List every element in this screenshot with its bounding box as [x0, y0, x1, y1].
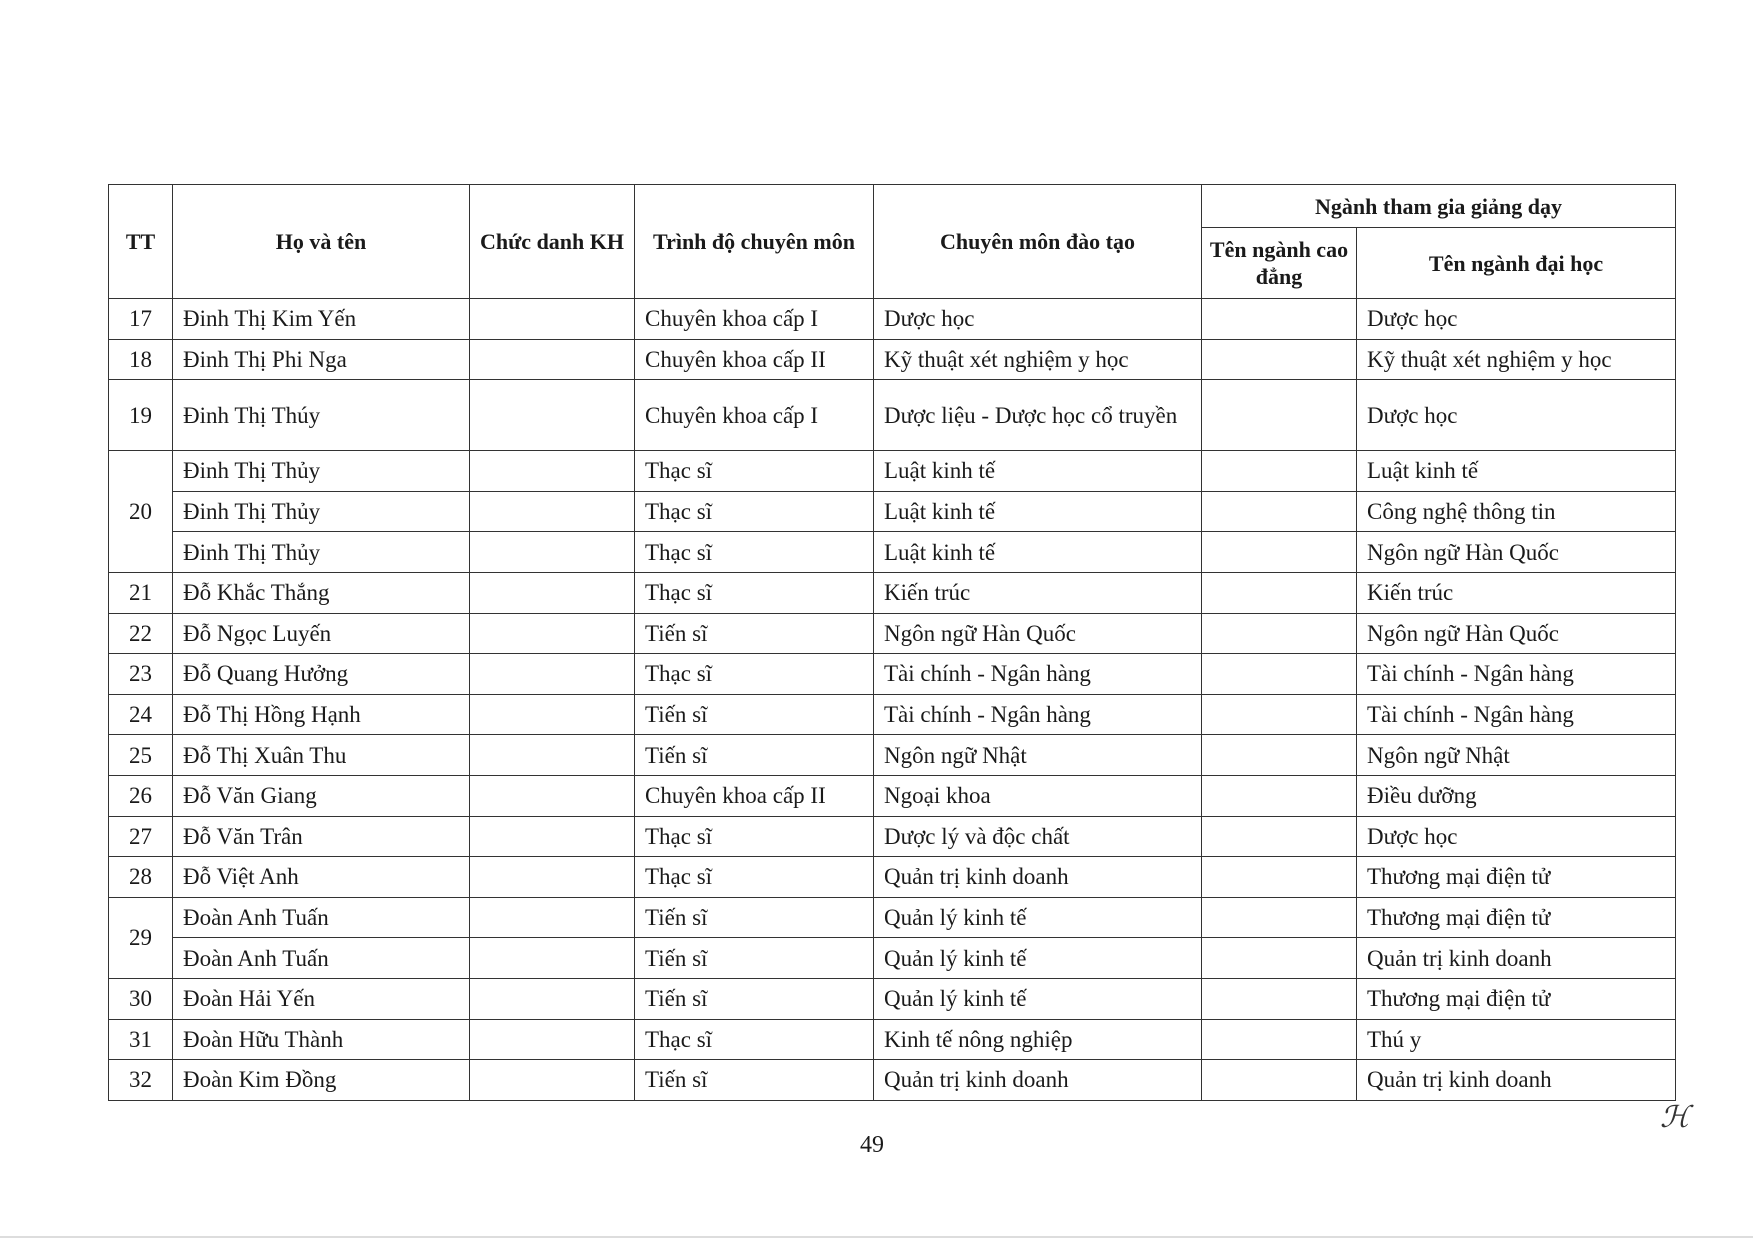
cell-degree: Chuyên khoa cấp II [635, 339, 874, 380]
cell-title [470, 451, 635, 492]
cell-title [470, 613, 635, 654]
cell-college [1202, 380, 1357, 451]
cell-degree: Tiến sĩ [635, 613, 874, 654]
table-row [109, 978, 1676, 1019]
cell-university: Kiến trúc [1357, 572, 1676, 613]
cell-degree: Chuyên khoa cấp II [635, 775, 874, 816]
table-row [109, 897, 1676, 938]
cell-college [1202, 1019, 1357, 1060]
cell-college [1202, 491, 1357, 532]
cell-major: Kỹ thuật xét nghiệm y học [874, 339, 1202, 380]
table-row [109, 694, 1676, 735]
cell-university: Thương mại điện tử [1357, 897, 1676, 938]
cell-name: Đinh Thị Kim Yến [173, 299, 470, 340]
cell-degree: Thạc sĩ [635, 491, 874, 532]
cell-tt: 21 [109, 572, 173, 613]
cell-major: Luật kinh tế [874, 532, 1202, 573]
table-row [109, 572, 1676, 613]
cell-college [1202, 451, 1357, 492]
cell-university: Tài chính - Ngân hàng [1357, 694, 1676, 735]
cell-university: Luật kinh tế [1357, 451, 1676, 492]
cell-major: Quản lý kinh tế [874, 938, 1202, 979]
cell-university: Dược học [1357, 816, 1676, 857]
cell-major: Tài chính - Ngân hàng [874, 654, 1202, 695]
cell-college [1202, 694, 1357, 735]
cell-major: Ngôn ngữ Hàn Quốc [874, 613, 1202, 654]
cell-title [470, 735, 635, 776]
cell-college [1202, 613, 1357, 654]
table-row [109, 491, 1676, 532]
cell-college [1202, 897, 1357, 938]
signature-initial: ℋ [1660, 1101, 1690, 1134]
table-row [109, 451, 1676, 492]
cell-degree: Chuyên khoa cấp I [635, 299, 874, 340]
cell-title [470, 491, 635, 532]
cell-degree: Thạc sĩ [635, 1019, 874, 1060]
cell-major: Ngôn ngữ Nhật [874, 735, 1202, 776]
table-body [109, 299, 1676, 1101]
cell-major: Quản lý kinh tế [874, 897, 1202, 938]
cell-major: Luật kinh tế [874, 491, 1202, 532]
cell-title [470, 816, 635, 857]
header-college: Tên ngành cao đẳng [1202, 228, 1357, 299]
cell-degree: Thạc sĩ [635, 572, 874, 613]
header-name: Họ và tên [173, 185, 470, 299]
cell-degree: Thạc sĩ [635, 857, 874, 898]
cell-college [1202, 816, 1357, 857]
table-row [109, 299, 1676, 340]
cell-degree: Tiến sĩ [635, 897, 874, 938]
cell-tt: 31 [109, 1019, 173, 1060]
header-title: Chức danh KH [470, 185, 635, 299]
cell-university: Ngôn ngữ Hàn Quốc [1357, 613, 1676, 654]
cell-major: Dược học [874, 299, 1202, 340]
table-row [109, 938, 1676, 979]
table-row [109, 339, 1676, 380]
cell-tt: 22 [109, 613, 173, 654]
table-row [109, 1060, 1676, 1101]
cell-major: Quản trị kinh doanh [874, 857, 1202, 898]
cell-tt: 30 [109, 978, 173, 1019]
cell-college [1202, 1060, 1357, 1101]
cell-name: Đinh Thị Thủy [173, 491, 470, 532]
cell-name: Đoàn Kim Đồng [173, 1060, 470, 1101]
cell-university: Quản trị kinh doanh [1357, 938, 1676, 979]
cell-tt: 32 [109, 1060, 173, 1101]
table-row [109, 857, 1676, 898]
cell-title [470, 1019, 635, 1060]
cell-university: Kỹ thuật xét nghiệm y học [1357, 339, 1676, 380]
cell-name: Đinh Thị Thủy [173, 532, 470, 573]
cell-name: Đỗ Văn Trân [173, 816, 470, 857]
cell-college [1202, 572, 1357, 613]
table-row [109, 1019, 1676, 1060]
cell-name: Đoàn Anh Tuấn [173, 897, 470, 938]
cell-name: Đinh Thị Phi Nga [173, 339, 470, 380]
cell-college [1202, 775, 1357, 816]
cell-degree: Tiến sĩ [635, 1060, 874, 1101]
staff-table [108, 184, 1676, 1101]
cell-title [470, 299, 635, 340]
header-tt: TT [109, 185, 173, 299]
cell-tt: 28 [109, 857, 173, 898]
header-teaching-group: Ngành tham gia giảng dạy [1202, 185, 1676, 228]
cell-college [1202, 532, 1357, 573]
cell-degree: Tiến sĩ [635, 735, 874, 776]
cell-university: Quản trị kinh doanh [1357, 1060, 1676, 1101]
cell-tt: 25 [109, 735, 173, 776]
cell-tt: 20 [109, 451, 173, 573]
cell-college [1202, 857, 1357, 898]
cell-degree: Chuyên khoa cấp I [635, 380, 874, 451]
cell-title [470, 654, 635, 695]
cell-degree: Tiến sĩ [635, 978, 874, 1019]
cell-college [1202, 339, 1357, 380]
header-major: Chuyên môn đào tạo [874, 185, 1202, 299]
cell-title [470, 532, 635, 573]
cell-title [470, 775, 635, 816]
cell-name: Đỗ Thị Xuân Thu [173, 735, 470, 776]
cell-major: Dược lý và độc chất [874, 816, 1202, 857]
cell-college [1202, 735, 1357, 776]
cell-tt: 29 [109, 897, 173, 978]
cell-tt: 24 [109, 694, 173, 735]
cell-tt: 17 [109, 299, 173, 340]
cell-name: Đỗ Văn Giang [173, 775, 470, 816]
cell-major: Luật kinh tế [874, 451, 1202, 492]
cell-tt: 26 [109, 775, 173, 816]
cell-title [470, 857, 635, 898]
cell-major: Kinh tế nông nghiệp [874, 1019, 1202, 1060]
cell-degree: Tiến sĩ [635, 694, 874, 735]
cell-name: Đỗ Việt Anh [173, 857, 470, 898]
cell-title [470, 339, 635, 380]
page-number: 49 [860, 1132, 884, 1158]
cell-major: Ngoại khoa [874, 775, 1202, 816]
cell-title [470, 694, 635, 735]
header-university: Tên ngành đại học [1357, 228, 1676, 299]
table-row [109, 654, 1676, 695]
table-row [109, 775, 1676, 816]
cell-degree: Thạc sĩ [635, 816, 874, 857]
scan-edge [0, 1236, 1753, 1238]
cell-title [470, 1060, 635, 1101]
header-degree: Trình độ chuyên môn [635, 185, 874, 299]
table-row [109, 532, 1676, 573]
cell-degree: Thạc sĩ [635, 532, 874, 573]
cell-name: Đinh Thị Thúy [173, 380, 470, 451]
cell-name: Đinh Thị Thủy [173, 451, 470, 492]
cell-title [470, 897, 635, 938]
cell-university: Điều dưỡng [1357, 775, 1676, 816]
cell-name: Đoàn Hải Yến [173, 978, 470, 1019]
cell-name: Đỗ Thị Hồng Hạnh [173, 694, 470, 735]
cell-name: Đỗ Ngọc Luyến [173, 613, 470, 654]
cell-tt: 19 [109, 380, 173, 451]
cell-major: Tài chính - Ngân hàng [874, 694, 1202, 735]
cell-university: Thú y [1357, 1019, 1676, 1060]
cell-title [470, 978, 635, 1019]
table-row [109, 613, 1676, 654]
cell-name: Đoàn Hữu Thành [173, 1019, 470, 1060]
cell-tt: 27 [109, 816, 173, 857]
cell-major: Quản lý kinh tế [874, 978, 1202, 1019]
cell-name: Đỗ Quang Hưởng [173, 654, 470, 695]
cell-university: Thương mại điện tử [1357, 857, 1676, 898]
cell-university: Ngôn ngữ Hàn Quốc [1357, 532, 1676, 573]
cell-college [1202, 299, 1357, 340]
table-row [109, 735, 1676, 776]
cell-university: Tài chính - Ngân hàng [1357, 654, 1676, 695]
cell-major: Quản trị kinh doanh [874, 1060, 1202, 1101]
cell-title [470, 572, 635, 613]
table-row [109, 816, 1676, 857]
cell-university: Công nghệ thông tin [1357, 491, 1676, 532]
cell-university: Thương mại điện tử [1357, 978, 1676, 1019]
cell-name: Đỗ Khắc Thắng [173, 572, 470, 613]
cell-university: Ngôn ngữ Nhật [1357, 735, 1676, 776]
cell-college [1202, 654, 1357, 695]
cell-major: Dược liệu - Dược học cổ truyền [874, 380, 1202, 451]
cell-title [470, 938, 635, 979]
table-row [109, 380, 1676, 451]
cell-tt: 23 [109, 654, 173, 695]
cell-university: Dược học [1357, 380, 1676, 451]
cell-degree: Tiến sĩ [635, 938, 874, 979]
cell-college [1202, 938, 1357, 979]
cell-name: Đoàn Anh Tuấn [173, 938, 470, 979]
cell-degree: Thạc sĩ [635, 654, 874, 695]
cell-college [1202, 978, 1357, 1019]
cell-major: Kiến trúc [874, 572, 1202, 613]
cell-university: Dược học [1357, 299, 1676, 340]
cell-degree: Thạc sĩ [635, 451, 874, 492]
cell-title [470, 380, 635, 451]
cell-tt: 18 [109, 339, 173, 380]
